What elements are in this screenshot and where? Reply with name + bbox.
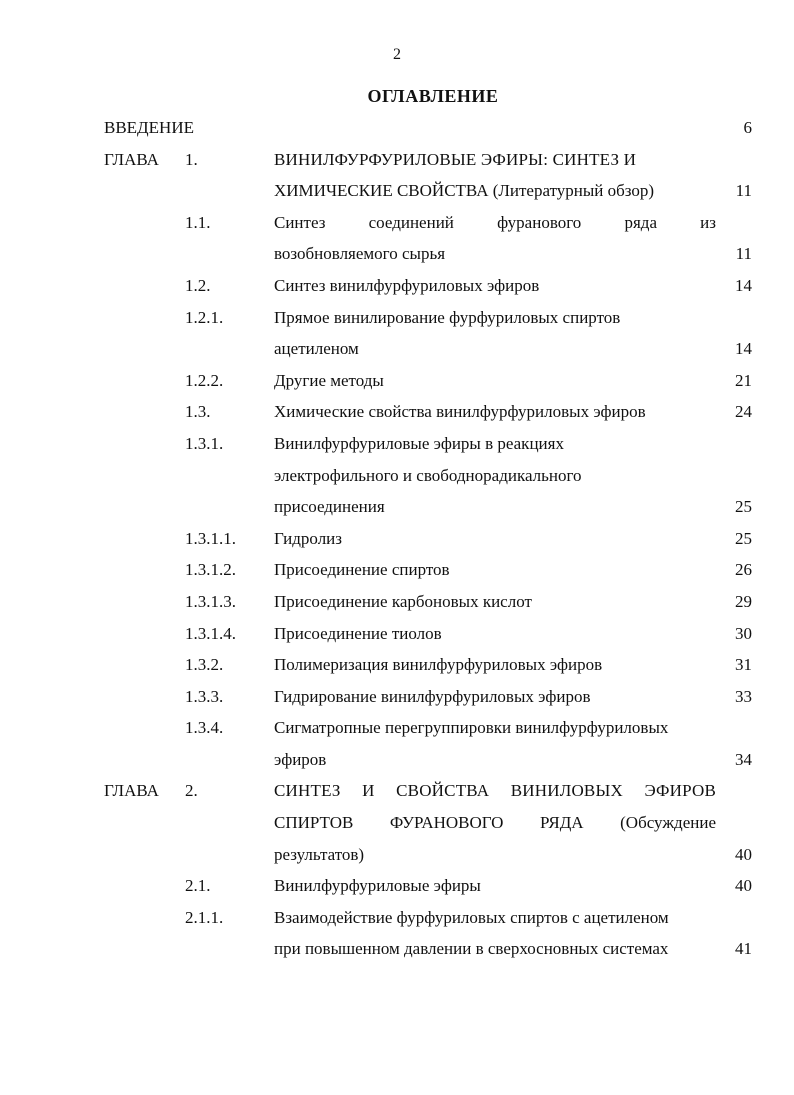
entry-page: 21 [735, 370, 752, 390]
table-of-contents [0, 112, 794, 965]
entry-number: 1.3.2. [185, 655, 224, 675]
entry-page: 26 [735, 560, 752, 580]
entry-number: 1.1. [185, 212, 211, 232]
page-number: 2 [393, 46, 401, 63]
entry-page: 24 [735, 402, 752, 422]
toc-entry-1-1[interactable] [0, 207, 794, 270]
entry-page: 14 [735, 339, 752, 359]
entry-title-line: результатов) [274, 844, 365, 864]
toc-entry-1-3-1-3[interactable] [0, 586, 794, 618]
entry-page: 33 [735, 686, 752, 706]
toc-entry-chapter-1[interactable] [0, 144, 794, 207]
toc-entry-1-2[interactable] [0, 270, 794, 302]
entry-label: ГЛАВА [104, 781, 159, 801]
toc-entry-1-3-4[interactable] [0, 712, 794, 775]
entry-label: ГЛАВА [104, 149, 159, 169]
entry-page: 6 [743, 118, 752, 137]
entry-title-line: Прямое винилирование фурфуриловых спиртов [274, 307, 621, 327]
entry-number: 1.3.1.1. [185, 528, 236, 548]
entry-title-line: Полимеризация винилфурфуриловых эфиров [274, 655, 603, 675]
entry-page: 25 [735, 528, 752, 548]
entry-title-line: Присоединение тиолов [274, 623, 442, 643]
entry-title-line: Взаимодействие фурфуриловых спиртов с ацетиленом [274, 907, 669, 927]
entry-number: 1.2. [185, 275, 211, 295]
toc-entry-2-1[interactable] [0, 870, 794, 902]
toc-entry-1-2-1[interactable] [0, 302, 794, 365]
toc-entry-introduction[interactable] [0, 112, 794, 144]
entry-title-line: электрофильного и свободнорадикального [274, 465, 582, 485]
entry-title-line: Присоединение спиртов [274, 560, 450, 580]
entry-page: 40 [735, 844, 752, 864]
entry-page: 14 [735, 275, 752, 295]
entry-label: ВВЕДЕНИЕ [104, 118, 194, 137]
entry-number: 1.3.4. [185, 718, 224, 738]
entry-number: 1.2.2. [185, 370, 224, 390]
entry-title-line: Винилфурфуриловые эфиры [274, 876, 481, 896]
entry-number: 1.3.3. [185, 686, 224, 706]
entry-number: 2. [185, 781, 198, 801]
entry-page: 41 [735, 939, 752, 959]
entry-title-line: Винилфурфуриловые эфиры в реакциях [274, 433, 564, 453]
entry-title-line: присоединения [274, 497, 385, 517]
entry-number: 1. [185, 149, 198, 169]
entry-title-line: ХИМИЧЕСКИЕ СВОЙСТВА (Литературный обзор) [274, 181, 655, 201]
entry-page: 11 [735, 244, 752, 264]
entry-title-line: Гидролиз [274, 528, 342, 548]
toc-entry-chapter-2[interactable] [0, 775, 794, 870]
entry-number: 1.3.1.2. [185, 560, 236, 580]
entry-page: 11 [735, 181, 752, 201]
entry-page: 34 [735, 749, 752, 769]
entry-number: 1.3.1.4. [185, 623, 236, 643]
entry-page: 40 [735, 876, 752, 896]
entry-title-line: эфиров [274, 749, 327, 769]
toc-entry-2-1-1[interactable] [0, 902, 794, 965]
entry-title-line: при повышенном давлении в сверхосновных системах [274, 939, 669, 959]
toc-entry-1-3[interactable] [0, 396, 794, 428]
entry-number: 1.2.1. [185, 307, 224, 327]
entry-number: 2.1. [185, 876, 211, 896]
entry-title-line: Химические свойства винилфурфуриловых эфиров [274, 402, 646, 422]
entry-page: 29 [735, 591, 752, 611]
toc-entry-1-3-1[interactable] [0, 428, 794, 523]
entry-title-line: Присоединение карбоновых кислот [274, 591, 532, 611]
toc-entry-1-3-1-4[interactable] [0, 618, 794, 650]
entry-number: 2.1.1. [185, 907, 224, 927]
toc-entry-1-3-3[interactable] [0, 681, 794, 713]
entry-title-line: СПИРТОВ ФУРАНОВОГО РЯДА (Обсуждение [274, 813, 716, 833]
entry-title-line: СИНТЕЗ И СВОЙСТВА ВИНИЛОВЫХ ЭФИРОВ [274, 781, 716, 801]
page-title: ОГЛАВЛЕНИЕ [367, 86, 499, 106]
toc-entry-1-3-1-2[interactable] [0, 554, 794, 586]
entry-title-line: возобновляемого сырья [274, 244, 446, 264]
entry-number: 1.3.1.3. [185, 591, 236, 611]
toc-entry-1-3-2[interactable] [0, 649, 794, 681]
entry-title-line: Гидрирование винилфурфуриловых эфиров [274, 686, 591, 706]
entry-page: 31 [735, 655, 752, 675]
toc-entry-1-2-2[interactable] [0, 365, 794, 397]
entry-page: 25 [735, 497, 752, 517]
entry-number: 1.3.1. [185, 433, 224, 453]
entry-title-line: ацетиленом [274, 339, 359, 359]
entry-title-line: Синтез соединений фуранового ряда из [274, 212, 716, 232]
entry-title-line: Другие методы [274, 370, 384, 390]
entry-title-line: ВИНИЛФУРФУРИЛОВЫЕ ЭФИРЫ: СИНТЕЗ И [274, 149, 637, 169]
entry-page: 30 [735, 623, 752, 643]
entry-number: 1.3. [185, 402, 211, 422]
entry-title-line: Сигматропные перегруппировки винилфурфуриловых [274, 718, 669, 738]
toc-entry-1-3-1-1[interactable] [0, 523, 794, 555]
entry-title-line: Синтез винилфурфуриловых эфиров [274, 275, 540, 295]
